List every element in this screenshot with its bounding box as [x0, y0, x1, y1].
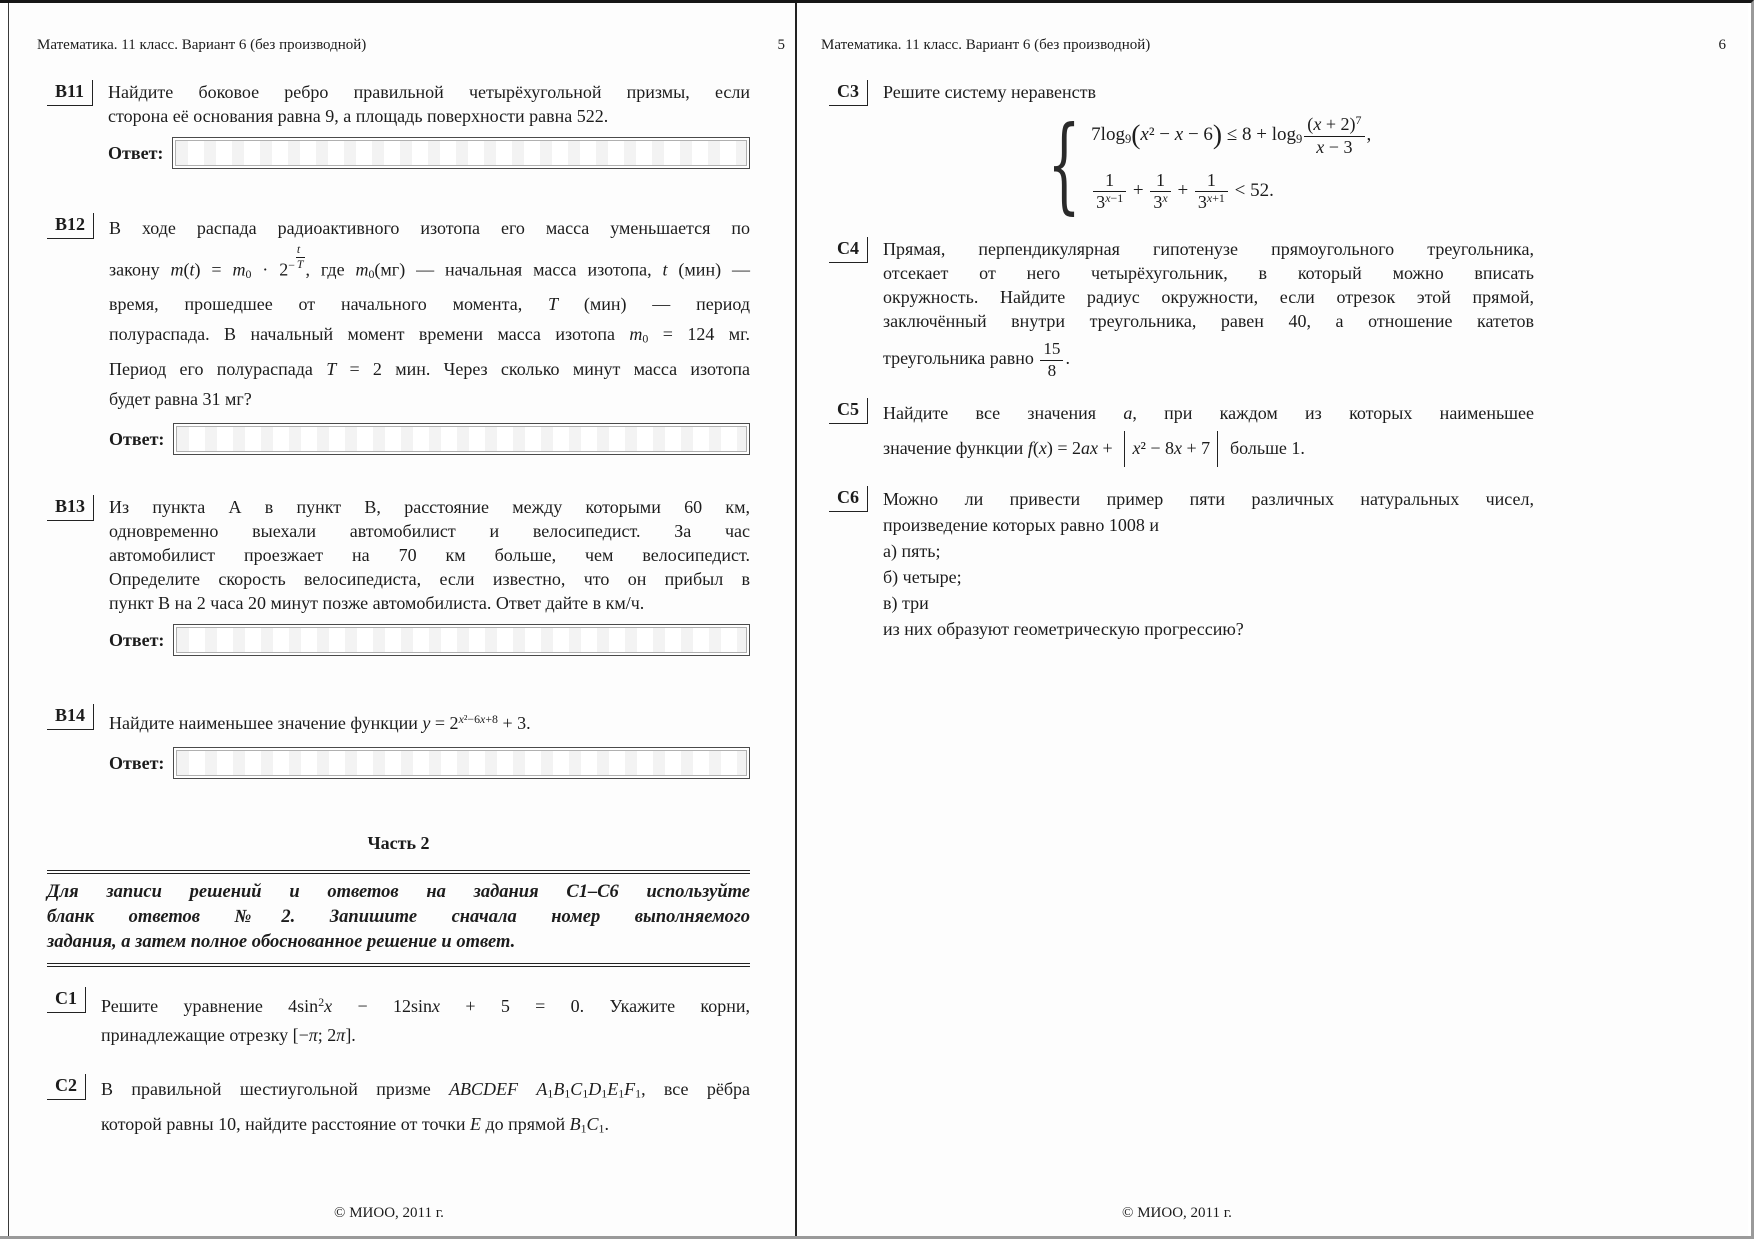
problem-text-line: в) три — [883, 592, 929, 613]
page-header — [821, 37, 1726, 54]
part2-heading: Часть 2 — [367, 832, 430, 853]
problem-text-line: треугольника равно $\frac{15}{8}$ . — [883, 339, 1070, 380]
answer-box-inner — [176, 750, 747, 776]
system-brace: { — [1047, 102, 1081, 225]
answer-box-b11[interactable] — [172, 137, 750, 169]
problem-text-line: сторона её основания равна 9, а площадь поверхности равна 522. — [108, 106, 609, 126]
header-title: Математика. 11 класс. Вариант 6 (без производной) — [37, 37, 367, 53]
problem-text-line: закону $m(t) = m_0 \cdot 2^{- \frac{t}{T}}$ , где $m_0(мг)$ — начальная масса изотопа, t (мин) — — [109, 242, 750, 281]
answer-box-b13[interactable] — [173, 624, 750, 656]
answer-label: Ответ: — [108, 143, 164, 163]
problem-c4 — [829, 237, 1534, 382]
problem-label-b11: B11 — [47, 80, 93, 106]
problem-text-line: Найдите боковое ребро правильной четырёхугольной призмы, если — [108, 82, 750, 102]
problem-label-c4: C4 — [829, 237, 868, 263]
problem-text-line: значение функции f(x) = 2ax + x² − 8x + 7 больше 1. — [883, 428, 1534, 469]
problem-c1 — [47, 987, 750, 1051]
answer-label: Ответ: — [109, 629, 165, 650]
problem-c6 — [829, 486, 1534, 642]
problem-label-c6: C6 — [829, 486, 868, 512]
problem-label-b13: B13 — [47, 495, 94, 521]
problem-c2 — [47, 1074, 750, 1143]
header-title: Математика. 11 класс. Вариант 6 (без производной) — [821, 37, 1151, 53]
answer-row-b13 — [109, 624, 750, 656]
problem-text-line: Прямая, перпендикулярная гипотенузе прямоугольного треугольника, — [883, 239, 1534, 259]
problem-text-line: Найдите наименьшее значение функции $y = 2^{x^2-6x+8} + 3$. — [109, 711, 531, 733]
answer-box-inner — [175, 140, 747, 166]
answer-label: Ответ: — [109, 752, 165, 773]
problem-text-line: заключённый внутри треугольника, равен 40, а отношение катетов — [883, 311, 1534, 331]
problem-text-line: Из пункта А в пункт В, расстояние между которыми 60 км, — [109, 496, 750, 517]
inequality-system — [1031, 102, 1534, 225]
problem-text-line: В правильной шестиугольной призме ABCDEF $A_1B_1C_1D_1E_1F_1$, все рёбра — [101, 1079, 750, 1102]
problem-label-b12: B12 — [47, 213, 94, 239]
problem-text-line: время, прошедшее от начального момента, T (мин) — период — [109, 293, 750, 314]
instruction-line: Для записи решений и ответов на задания C1–C6 используйте — [47, 881, 750, 902]
page-6 — [795, 3, 1748, 1236]
page-number: 5 — [777, 37, 785, 53]
problem-text-line: которой равны 10, найдите расстояние от точки E до прямой $B_1C_1$. — [101, 1114, 609, 1136]
problem-text-line: Период его полураспада T = 2 мин. Через сколько минут масса изотопа — [109, 358, 751, 379]
instruction-line: бланк ответов №2. Запишите сначала номер выполняемого — [47, 906, 750, 927]
problem-text-line: из них образуют геометрическую прогрессию? — [883, 618, 1244, 639]
problem-text-line: окружность. Найдите радиус окружности, если отрезок этой прямой, — [883, 287, 1534, 307]
page-5 — [8, 3, 795, 1236]
problem-b12 — [47, 213, 750, 455]
answer-box-inner — [176, 627, 747, 653]
answer-row-b12 — [109, 423, 750, 455]
answer-row-b14 — [109, 747, 750, 779]
answer-label: Ответ: — [109, 428, 165, 449]
problem-b13 — [47, 495, 750, 656]
footer: © МИОО, 2011 г. — [334, 1205, 444, 1221]
inequality-row: $\frac{1}{3^{x-1}}$ + $\frac{1}{3^x}$ + $\frac{1}{3^{x+1}}$ < 52. — [1091, 170, 1371, 214]
problem-text-line: б) четыре; — [883, 566, 962, 587]
page-header — [37, 37, 785, 54]
answer-box-inner — [176, 426, 747, 452]
problem-text-line: пункт В на 2 часа 20 минут позже автомобилиста. Ответ дайте в км/ч. — [109, 592, 645, 613]
problem-text-line: а) пять; — [883, 540, 941, 561]
problem-label-c2: C2 — [47, 1074, 86, 1100]
problem-text-line: отсекает от него четырёхугольник, в который можно вписать — [883, 263, 1534, 283]
problem-label-c1: C1 — [47, 987, 86, 1013]
problem-b14 — [47, 704, 750, 779]
problem-text-line: Решите уравнение $4\sin^2x - 12\sin x + 5 = 0$. Укажите корни, — [101, 994, 751, 1016]
problem-text-line: Найдите все значения a, при каждом из которых наименьшее — [883, 403, 1534, 424]
problem-b11 — [47, 80, 750, 169]
problem-text-line: Определите скорость велосипедиста, если известно, что он прибыл в — [109, 568, 750, 589]
page-number: 6 — [1718, 37, 1726, 53]
problem-text-line: Решите систему неравенств — [883, 82, 1096, 102]
problem-label-c5: C5 — [829, 398, 868, 424]
answer-box-b14[interactable] — [173, 747, 750, 779]
problem-text-line: принадлежащие отрезку [−π; 2π]. — [101, 1025, 356, 1046]
problem-text-line: автомобилист проезжает на 70 км больше, чем велосипедист. — [109, 544, 750, 565]
problem-c5 — [829, 398, 1534, 469]
problem-c3 — [829, 80, 1534, 225]
problem-text-line: произведение которых равно 1008 и — [883, 514, 1159, 535]
problem-text-line: одновременно выехали автомобилист и велосипедист. За час — [109, 520, 750, 541]
problem-text-line: полураспада. В начальный момент времени масса изотопа $m_0 = 124$ мг. — [109, 323, 750, 346]
instruction-line: задания, а затем полное обоснованное решение и ответ. — [47, 931, 516, 952]
answer-row-b11 — [108, 137, 750, 169]
problem-text-line: будет равна 31 мг? — [109, 388, 252, 409]
instruction-block — [47, 870, 750, 967]
inequality-row: $7\log_9(x^2 - x - 6) \le 8 + \log_9$ $\frac{(x + 2)^7}{x - 3}$ , — [1091, 113, 1372, 157]
problem-text-line: В ходе распада радиоактивного изотопа его масса уменьшается по — [109, 218, 750, 238]
problem-label-b14: B14 — [47, 704, 94, 730]
answer-box-b12[interactable] — [173, 423, 750, 455]
problem-text-line: Можно ли привести пример пяти различных натуральных чисел, — [883, 488, 1534, 509]
footer: © МИОО, 2011 г. — [1122, 1205, 1232, 1221]
problem-label-c3: C3 — [829, 80, 868, 106]
